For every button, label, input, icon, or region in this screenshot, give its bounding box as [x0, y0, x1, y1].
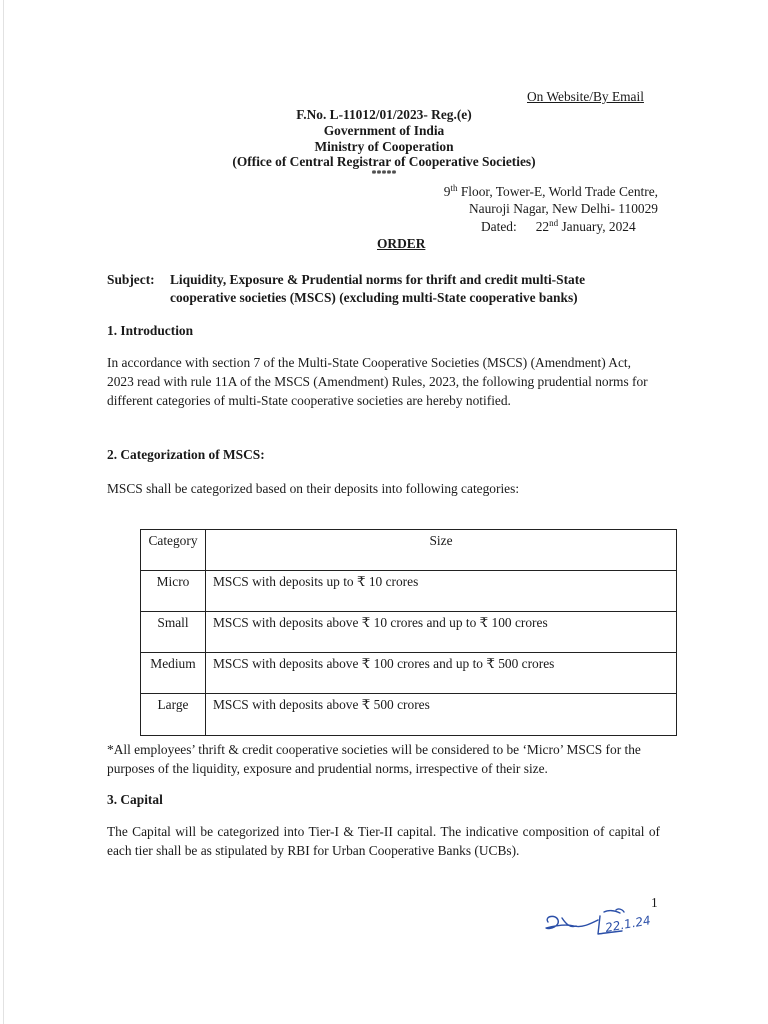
floor-superscript: th: [450, 183, 458, 193]
address-line-2: Nauroji Nagar, New Delhi- 110029: [469, 201, 658, 216]
row-category: Small: [141, 612, 206, 653]
delivery-mode: On Website/By Email: [527, 89, 644, 104]
page-number: 1: [651, 895, 658, 910]
dated-label: Dated:: [481, 219, 517, 234]
row-category: Medium: [141, 653, 206, 694]
subject-line-1: Liquidity, Exposure & Prudential norms for thrift and credit multi-State: [170, 272, 586, 287]
row-category: Large: [141, 694, 206, 736]
order-title: ORDER: [377, 236, 426, 251]
table-row: [141, 653, 677, 694]
dated-line: [481, 220, 636, 233]
categorization-heading: 2. Categorization of MSCS:: [107, 447, 265, 462]
date-superscript: nd: [549, 218, 559, 228]
date-rest: January, 2024: [558, 219, 636, 234]
signature-date: 22.1.24: [604, 913, 652, 935]
header-size: Size: [206, 530, 677, 571]
ministry-line: Ministry of Cooperation: [314, 139, 454, 154]
row-category: Micro: [141, 571, 206, 612]
table-header-row: [141, 530, 677, 571]
row-size: MSCS with deposits up to ₹ 10 crores: [206, 571, 677, 612]
table-row: [141, 694, 677, 736]
subject-line-2: cooperative societies (MSCS) (excluding multi-State cooperative banks): [170, 290, 578, 305]
note-paragraph: *All employees’ thrift & credit cooperative societies will be considered to be ‘Micro’ MSCS for the purposes of the liquidity, exposure and prudential norms, irrespective of their size.: [107, 742, 641, 776]
subject-label: Subject:: [107, 272, 155, 287]
address-line-1-rest: Floor, Tower-E, World Trade Centre,: [457, 184, 658, 199]
header-category: Category: [141, 530, 206, 571]
file-number: F.No. L-11012/01/2023- Reg.(e): [296, 107, 472, 122]
address-line-1: [444, 185, 658, 198]
intro-heading: 1. Introduction: [107, 323, 194, 338]
separator-stars: *****: [371, 169, 397, 180]
date-day: 22: [535, 219, 550, 234]
page-left-edge: [3, 0, 4, 1024]
intro-paragraph: In accordance with section 7 of the Multi-State Cooperative Societies (MSCS) (Amendment) Act, 2023 read with rule 11A of the MSCS (Amendment) Rules, 2023, the following prudential norms for different categories of multi-State cooperative societies are hereby notified.: [107, 355, 648, 408]
floor-number: 9: [443, 184, 451, 199]
row-size: MSCS with deposits above ₹ 100 crores and up to ₹ 500 crores: [206, 653, 677, 694]
categories-table: [140, 529, 677, 736]
row-size: MSCS with deposits above ₹ 500 crores: [206, 694, 677, 736]
government-line: Government of India: [323, 123, 445, 138]
categorization-text: MSCS shall be categorized based on their deposits into following categories:: [107, 481, 520, 496]
capital-heading: 3. Capital: [107, 792, 163, 807]
table-row: [141, 612, 677, 653]
table-row: [141, 571, 677, 612]
capital-paragraph: The Capital will be categorized into Tier-I & Tier-II capital. The indicative composition of capital of each tier shall be as stipulated by RBI for Urban Cooperative Banks (UCBs).: [107, 824, 660, 858]
signature: [540, 904, 680, 944]
row-size: MSCS with deposits above ₹ 10 crores and up to ₹ 100 crores: [206, 612, 677, 653]
office-line: (Office of Central Registrar of Cooperative Societies): [232, 154, 536, 169]
